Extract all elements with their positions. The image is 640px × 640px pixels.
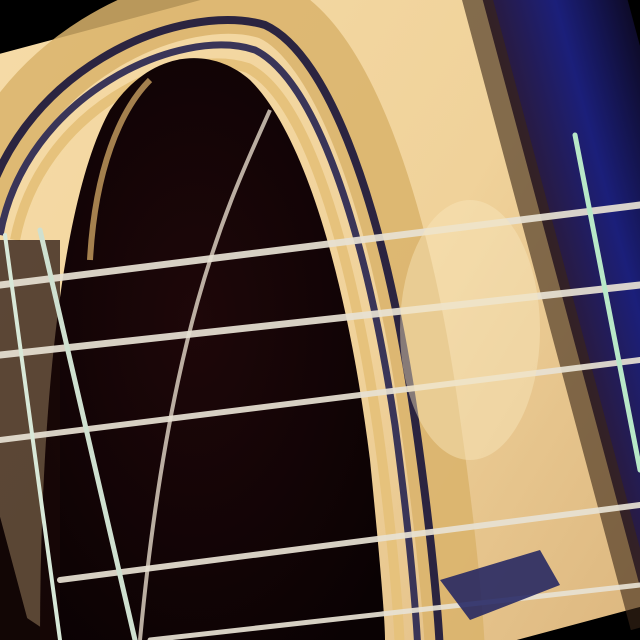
board-highlight (400, 200, 540, 460)
